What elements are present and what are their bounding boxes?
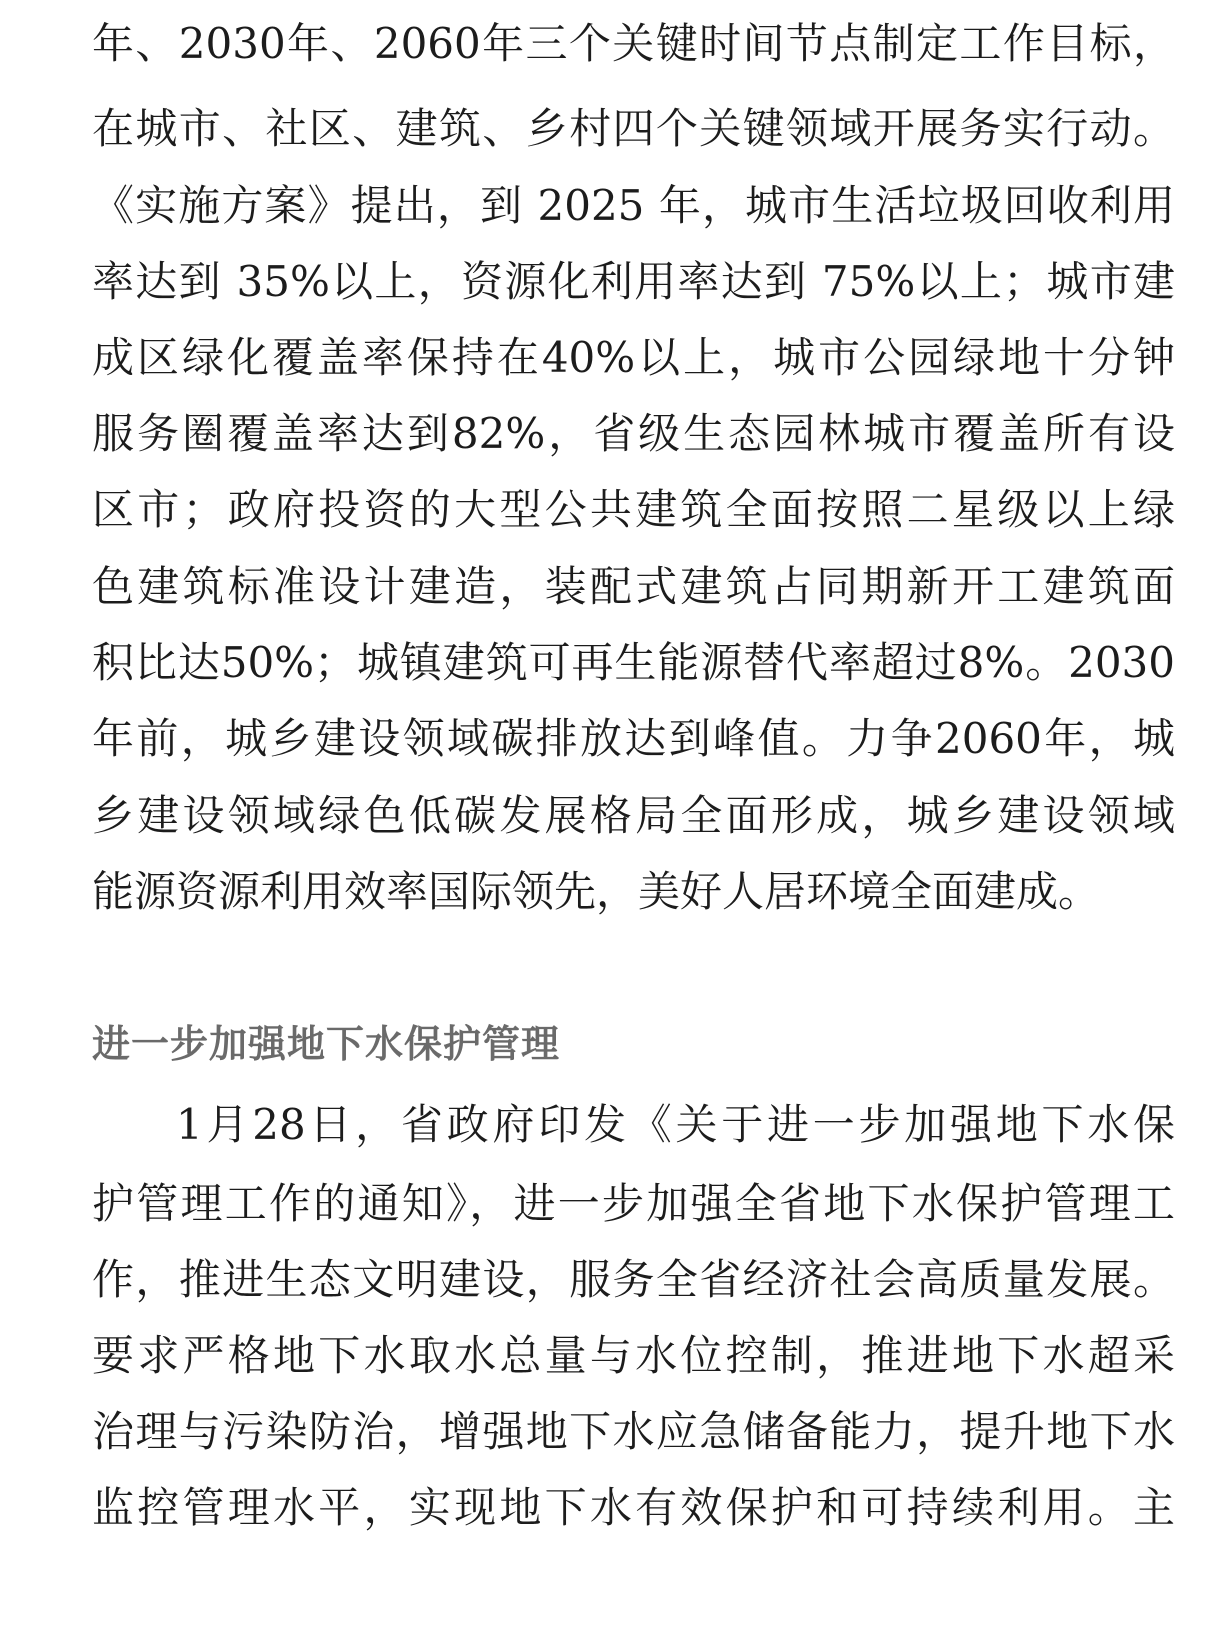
- paragraph-1-line-5: 成区绿化覆盖率保持在40%以上，城市公园绿地十分钟: [92, 333, 1175, 382]
- paragraph-1-line-11: 乡建设领域绿色低碳发展格局全面形成，城乡建设领域: [92, 791, 1175, 840]
- paragraph-2-line-5: 治理与污染防治，增强地下水应急储备能力，提升地下水: [92, 1407, 1175, 1456]
- paragraph-1-line-8: 色建筑标准设计建造，装配式建筑占同期新开工建筑面: [92, 562, 1175, 611]
- paragraph-2-line-4: 要求严格地下水取水总量与水位控制，推进地下水超采: [92, 1331, 1175, 1380]
- paragraph-1-line-7: 区市；政府投资的大型公共建筑全面按照二星级以上绿: [92, 485, 1175, 534]
- paragraph-2-line-1: 1月28日，省政府印发《关于进一步加强地下水保: [176, 1100, 1175, 1149]
- paragraph-1-line-3: 《实施方案》提出，到 2025 年，城市生活垃圾回收利用: [92, 181, 1175, 230]
- paragraph-2-line-3: 作，推进生态文明建设，服务全省经济社会高质量发展。: [92, 1255, 1175, 1304]
- paragraph-1-line-2: 在城市、社区、建筑、乡村四个关键领域开展务实行动。: [92, 104, 1175, 153]
- paragraph-1-line-6: 服务圈覆盖率达到82%，省级生态园林城市覆盖所有设: [92, 409, 1175, 458]
- paragraph-1-line-12: 能源资源利用效率国际领先，美好人居环境全面建成。: [92, 867, 1101, 916]
- paragraph-1-line-10: 年前，城乡建设领域碳排放达到峰值。力争2060年，城: [92, 714, 1175, 763]
- paragraph-1-line-4: 率达到 35%以上，资源化利用率达到 75%以上；城市建: [92, 257, 1175, 306]
- paragraph-2-line-6: 监控管理水平，实现地下水有效保护和可持续利用。主: [92, 1483, 1175, 1532]
- paragraph-2-line-2: 护管理工作的通知》，进一步加强全省地下水保护管理工: [92, 1179, 1175, 1228]
- section-heading: 进一步加强地下水保护管理: [92, 1022, 561, 1066]
- paragraph-1-line-1: 年、2030年、2060年三个关键时间节点制定工作目标，: [92, 19, 1175, 68]
- paragraph-1-line-9: 积比达50%；城镇建筑可再生能源替代率超过8%。2030: [92, 638, 1175, 687]
